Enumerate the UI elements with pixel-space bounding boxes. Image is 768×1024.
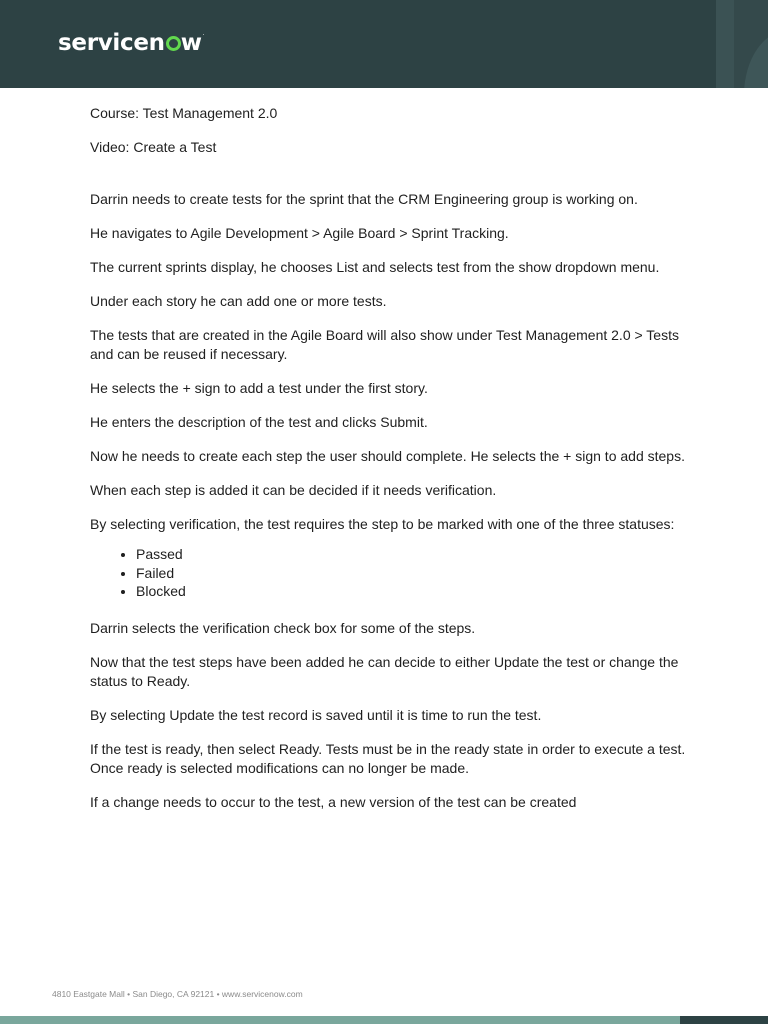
paragraph: He selects the + sign to add a test under the first story. (90, 380, 428, 396)
logo-trademark: . (202, 30, 205, 37)
status-list-item: • Passed (136, 545, 690, 564)
page-header (0, 0, 768, 88)
footer-bar (0, 1016, 768, 1024)
paragraph: The current sprints display, he chooses List and selects test from the show dropdown menu. (90, 259, 660, 275)
paragraph: By selecting Update the test record is saved until it is time to run the test. (90, 706, 542, 723)
paragraph: When each step is added it can be decided if it needs verification. (90, 482, 497, 498)
course-title: Course: Test Management 2.0 (90, 105, 278, 121)
paragraph: If a change needs to occur to the test, a new version of the test can be created (90, 793, 577, 810)
footer-bar-accent (680, 1016, 768, 1024)
document-body (90, 104, 690, 827)
paragraph: Darrin selects the verification check box for some of the steps. (90, 619, 476, 636)
footer-address: 4810 Eastgate Mall • San Diego, CA 92121 • www.servicenow.com (52, 989, 303, 999)
logo-tail: w (180, 30, 202, 56)
paragraph: By selecting verification, the test requires the step to be marked with one of the three statuses: (90, 516, 675, 532)
paragraph: Now that the test steps have been added he can decide to either Update the test or change the status to Ready. (90, 653, 679, 689)
status-list (90, 545, 690, 601)
paragraph: The tests that are created in the Agile Board will also show under Test Management 2.0 > Tests and can be reused if necessary. (90, 327, 679, 362)
logo-text: servicen (58, 30, 165, 56)
logo-o-icon (166, 36, 181, 51)
paragraph: Under each story he can add one or more tests. (90, 293, 387, 309)
paragraph: Now he needs to create each step the user should complete. He selects the + sign to add steps. (90, 448, 685, 464)
paragraph: Darrin needs to create tests for the sprint that the CRM Engineering group is working on. (90, 191, 638, 207)
status-list-item: • Failed (136, 564, 690, 583)
video-title: Video: Create a Test (90, 139, 217, 155)
servicenow-logo (58, 30, 204, 56)
header-decoration (716, 0, 734, 88)
paragraph: He navigates to Agile Development > Agile Board > Sprint Tracking. (90, 225, 509, 241)
paragraph: He enters the description of the test and clicks Submit. (90, 414, 428, 430)
status-list-item: • Blocked (136, 582, 690, 601)
paragraph: If the test is ready, then select Ready. Tests must be in the ready state in order to execute a test. Once ready is selected modifications can no longer be made. (90, 740, 686, 776)
